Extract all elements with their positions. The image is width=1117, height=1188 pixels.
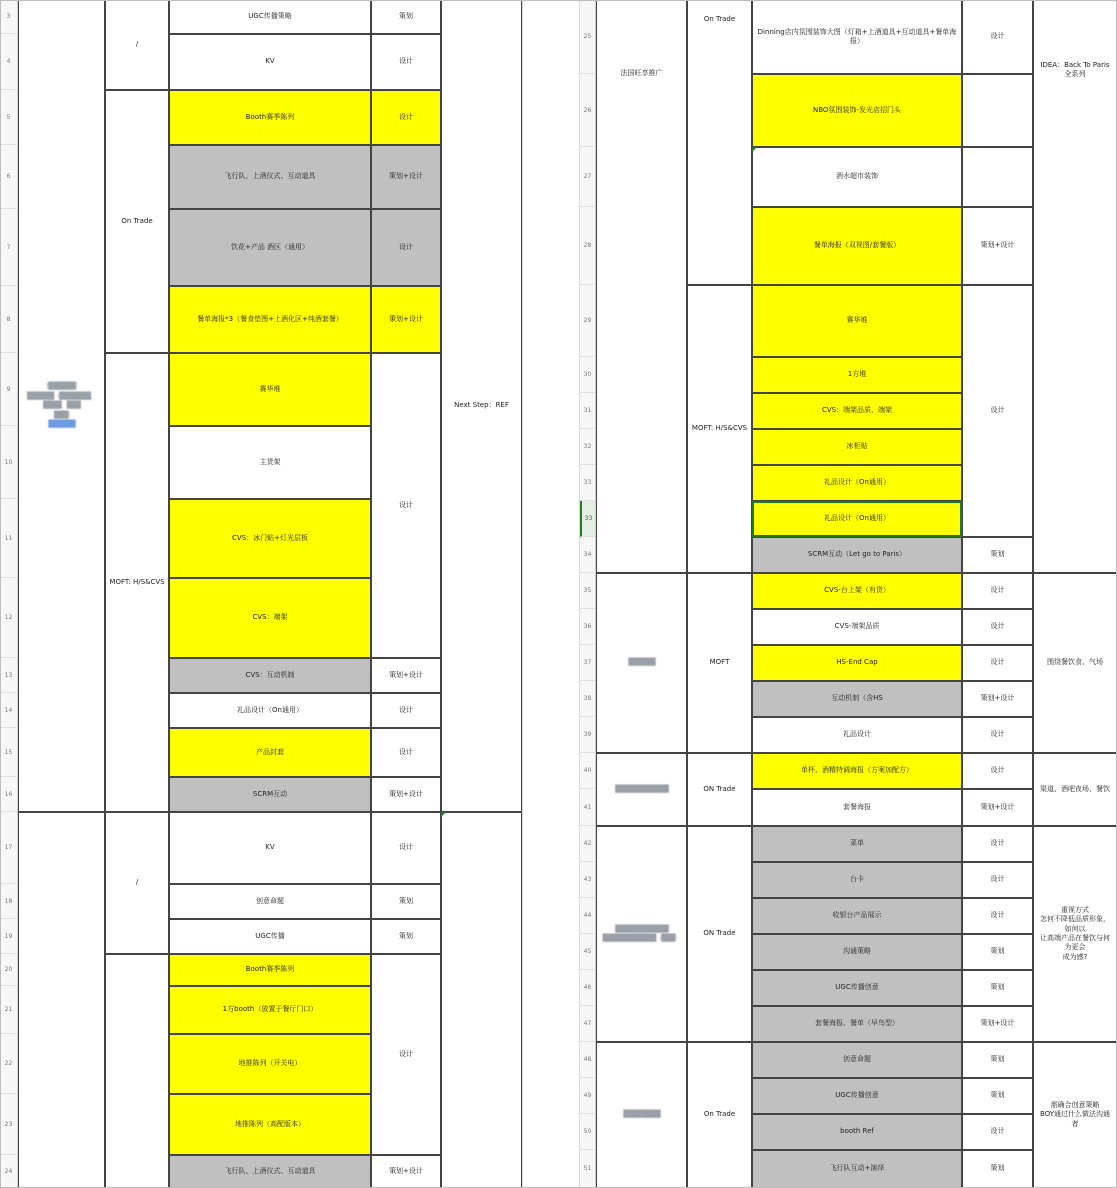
comment-indicator[interactable]: [441, 812, 446, 817]
task-item-cell[interactable]: 赛华堆: [169, 353, 371, 426]
group-label: ████ ████: [623, 1110, 660, 1119]
subgroup-cell-on-trade[interactable]: On Trade: [687, 0, 752, 285]
task-type-cell[interactable]: 策划+设计: [962, 789, 1033, 826]
task-item-cell[interactable]: 礼品设计（On通用）: [752, 465, 962, 501]
task-type-cell[interactable]: 策划+设计: [962, 681, 1033, 717]
row-header[interactable]: 44: [580, 898, 596, 934]
task-item-cell[interactable]: NBO氛围装饰-发光店招门头: [752, 74, 962, 147]
task-item-cell[interactable]: 礼品设计（On通用）: [169, 693, 371, 728]
subgroup-cell-moft[interactable]: MOFT: H/S&CVS: [687, 285, 752, 573]
task-item-cell[interactable]: Dinning店内氛围装饰大图（灯箱+上酒道具+互动道具+餐单海报）: [752, 0, 962, 74]
row-header[interactable]: 30: [580, 357, 596, 393]
task-type-cell[interactable]: 设计: [371, 34, 441, 90]
subgroup-cell-on-trade[interactable]: ON Trade: [687, 753, 752, 826]
task-item-cell[interactable]: 套餐海报: [752, 789, 962, 826]
row-header[interactable]: 45: [580, 934, 596, 970]
note-cell-next-step[interactable]: Next Step：REF: [441, 0, 522, 812]
row-header[interactable]: 46: [580, 970, 596, 1006]
task-item-cell[interactable]: 套餐海报、餐单（早鸟型）: [752, 1006, 962, 1042]
row-header[interactable]: 20: [0, 954, 18, 986]
task-item-cell[interactable]: 飞行队、上酒仪式、互动道具: [169, 1155, 371, 1188]
task-item-cell[interactable]: UGC传播: [169, 919, 371, 954]
panel-divider: [522, 0, 580, 1188]
task-item-cell[interactable]: 赛华堆: [752, 285, 962, 357]
task-type-cell[interactable]: 策划: [962, 970, 1033, 1006]
task-type-cell[interactable]: 设计: [962, 1114, 1033, 1150]
task-item-cell[interactable]: 主货架: [169, 426, 371, 499]
task-type-cell[interactable]: 设计: [962, 0, 1033, 74]
group-label: ████████████（███）: [602, 934, 681, 942]
task-item-cell[interactable]: HS-End Cap: [752, 645, 962, 681]
task-type-cell[interactable]: 设计: [962, 645, 1033, 681]
row-header[interactable]: 9: [0, 353, 18, 426]
row-header[interactable]: 21: [0, 986, 18, 1034]
note-cell-empty[interactable]: [441, 812, 522, 1188]
subgroup-cell-on-trade[interactable]: ON Trade: [687, 826, 752, 1042]
subgroup-cell-on-trade[interactable]: On Trade: [687, 1042, 752, 1188]
task-item-cell[interactable]: CVS：互动机制: [169, 658, 371, 693]
task-type-cell[interactable]: 策划: [962, 537, 1033, 573]
row-header[interactable]: 31: [580, 393, 596, 429]
row-header[interactable]: 13: [0, 658, 18, 693]
task-item-cell[interactable]: 冰柜贴: [752, 429, 962, 465]
note-cell[interactable]: 渠道、酒吧夜场、餐饮: [1033, 753, 1117, 826]
task-type-cell[interactable]: 策划+设计: [371, 1155, 441, 1188]
task-type-cell[interactable]: 策划+设计: [371, 145, 441, 209]
note-cell-idea[interactable]: IDEA：Back To Paris 全系列: [1033, 0, 1117, 573]
subgroup-cell-slash[interactable]: /: [105, 812, 169, 954]
row-header[interactable]: 39: [580, 717, 596, 753]
note-cell[interactable]: 围绕餐饮食、气场: [1033, 573, 1117, 753]
row-header[interactable]: 7: [0, 209, 18, 286]
task-type-cell[interactable]: 设计: [962, 862, 1033, 898]
comment-indicator[interactable]: [752, 147, 757, 152]
row-header[interactable]: 8: [0, 286, 18, 353]
subgroup-cell-on-trade[interactable]: On Trade: [105, 90, 169, 353]
task-item-cell[interactable]: CVS-端架品质: [752, 609, 962, 645]
task-type-cell[interactable]: 策划+设计: [371, 777, 441, 812]
row-header[interactable]: 17: [0, 812, 18, 884]
group-cell-blurred[interactable]: [18, 0, 105, 812]
row-header[interactable]: 25: [580, 0, 596, 74]
task-item-cell[interactable]: 饮花+产品 酒区（通用）: [169, 209, 371, 286]
task-type-cell[interactable]: 设计: [962, 609, 1033, 645]
task-item-cell[interactable]: 地推陈列（高配版本）: [169, 1094, 371, 1155]
task-item-cell[interactable]: 地推陈列（开关电）: [169, 1034, 371, 1094]
row-header[interactable]: 35: [580, 573, 596, 609]
task-item-cell[interactable]: CVS-台上架（有货）: [752, 573, 962, 609]
row-header[interactable]: 18: [0, 884, 18, 919]
group-cell-blurred[interactable]: [596, 573, 687, 753]
note-cell[interactable]: 重视方式 怎何不降低品质形象，如何以 让高端产品在餐饮与何为更会 成为感?: [1033, 826, 1117, 1042]
task-type-cell[interactable]: 设计: [962, 898, 1033, 934]
task-item-cell[interactable]: SCRM互动: [169, 777, 371, 812]
row-header[interactable]: 47: [580, 1006, 596, 1042]
row-header[interactable]: 11: [0, 499, 18, 578]
row-header[interactable]: 42: [580, 826, 596, 862]
task-type-cell[interactable]: 设计: [962, 753, 1033, 789]
row-header[interactable]: 38: [580, 681, 596, 717]
task-type-cell[interactable]: 策划+设计: [962, 207, 1033, 285]
group-label: ████████████: [615, 784, 668, 793]
group-cell-blurred[interactable]: [596, 1042, 687, 1188]
group-cell-blurred[interactable]: [596, 753, 687, 826]
task-type-cell[interactable]: 设计: [962, 573, 1033, 609]
row-header[interactable]: 14: [0, 693, 18, 728]
row-header[interactable]: 51: [580, 1150, 596, 1188]
row-header[interactable]: 49: [580, 1078, 596, 1114]
row-header[interactable]: 10: [0, 426, 18, 499]
row-header[interactable]: 37: [580, 645, 596, 681]
row-header[interactable]: 34: [580, 537, 596, 573]
spreadsheet-left-panel: [0, 0, 522, 1188]
spreadsheet-right-panel: [580, 0, 1117, 1188]
row-header[interactable]: 28: [580, 207, 596, 285]
row-header[interactable]: 33: [580, 501, 596, 537]
task-type-cell[interactable]: 策划: [962, 1042, 1033, 1078]
row-header[interactable]: 6: [0, 145, 18, 209]
group-cell-empty[interactable]: [18, 812, 105, 1188]
task-type-cell[interactable]: 设计: [371, 353, 441, 658]
row-header[interactable]: 4: [0, 34, 18, 90]
task-item-cell[interactable]: KV: [169, 812, 371, 884]
task-type-cell[interactable]: 策划: [962, 1150, 1033, 1188]
task-type-cell[interactable]: 设计: [962, 717, 1033, 753]
row-header[interactable]: 12: [0, 578, 18, 658]
row-header[interactable]: 36: [580, 609, 596, 645]
task-item-cell[interactable]: 飞行队互动+演绎: [752, 1150, 962, 1188]
task-item-cell[interactable]: 飞行队、上酒仪式、互动道具: [169, 145, 371, 209]
task-type-cell[interactable]: 策划+设计: [371, 658, 441, 693]
row-header[interactable]: 24: [0, 1155, 18, 1188]
task-item-cell[interactable]: 创意命题: [169, 884, 371, 919]
task-item-cell[interactable]: 1方booth（放置于餐厅门口）: [169, 986, 371, 1034]
task-item-cell[interactable]: KV: [169, 34, 371, 90]
task-item-cell[interactable]: 菜单: [752, 826, 962, 862]
task-type-cell[interactable]: 策划+设计: [962, 1006, 1033, 1042]
row-header[interactable]: 27: [580, 147, 596, 207]
row-header[interactable]: 50: [580, 1114, 596, 1150]
task-type-cell[interactable]: 策划: [962, 934, 1033, 970]
subgroup-cell-moft[interactable]: MOFT: [687, 573, 752, 753]
task-type-cell[interactable]: 策划: [962, 1078, 1033, 1114]
task-item-cell[interactable]: 创意命题: [752, 1042, 962, 1078]
task-type-cell[interactable]: 策划: [371, 0, 441, 34]
blurred-group-link: ██████: [48, 420, 75, 429]
task-type-cell[interactable]: 设计: [371, 90, 441, 145]
task-item-cell[interactable]: 酒水超市装饰: [752, 147, 962, 207]
task-type-cell[interactable]: [962, 147, 1033, 207]
task-item-cell[interactable]: 单杯、酒精特调海报（方案加配方）: [752, 753, 962, 789]
subgroup-cell-moft[interactable]: MOFT: H/S&CVS: [105, 353, 169, 812]
task-item-cell[interactable]: 餐单海报（双视图/套餐版）: [752, 207, 962, 285]
task-item-cell[interactable]: CVS：端架品质、端架: [752, 393, 962, 429]
task-item-cell[interactable]: UGC传播策略: [169, 0, 371, 34]
row-header[interactable]: 41: [580, 789, 596, 826]
row-header[interactable]: 22: [0, 1034, 18, 1094]
task-item-cell[interactable]: UGC传播创意: [752, 1078, 962, 1114]
blurred-group-label: [██████] ██████（███████、████、███ ███]: [27, 382, 96, 419]
task-item-cell[interactable]: 收银台产品展示: [752, 898, 962, 934]
group-label: ████████████: [615, 924, 668, 933]
note-cell[interactable]: 需确合创意策略 BOY通过什么做法沟通者: [1033, 1042, 1117, 1188]
task-item-cell[interactable]: CVS：冰门贴+灯光层板: [169, 499, 371, 578]
task-item-cell[interactable]: 沟通策略: [752, 934, 962, 970]
task-type-cell[interactable]: 设计: [962, 826, 1033, 862]
task-item-cell[interactable]: 台卡: [752, 862, 962, 898]
row-header[interactable]: 26: [580, 74, 596, 147]
group-label: ██████: [628, 658, 655, 667]
task-type-cell[interactable]: 设计: [371, 693, 441, 728]
task-item-cell[interactable]: Booth赛季陈列: [169, 954, 371, 986]
subgroup-cell-slash[interactable]: /: [105, 0, 169, 90]
task-item-cell[interactable]: 餐单海报*3（餐食垫图+上酒化区+纯酒套餐）: [169, 286, 371, 353]
task-item-cell[interactable]: 礼品设计（On通用）: [752, 501, 962, 537]
task-item-cell[interactable]: 礼品设计: [752, 717, 962, 753]
row-header[interactable]: 16: [0, 777, 18, 812]
task-item-cell[interactable]: 1方堆: [752, 357, 962, 393]
row-header[interactable]: 19: [0, 919, 18, 954]
task-type-cell[interactable]: 设计: [371, 209, 441, 286]
task-type-cell[interactable]: 策划: [371, 884, 441, 919]
subgroup-cell-empty[interactable]: [105, 954, 169, 1188]
row-header[interactable]: 23: [0, 1094, 18, 1155]
row-header[interactable]: 48: [580, 1042, 596, 1078]
task-item-cell[interactable]: 产品封套: [169, 728, 371, 777]
task-type-cell[interactable]: 设计: [371, 812, 441, 884]
task-type-cell[interactable]: [962, 74, 1033, 147]
row-header[interactable]: 40: [580, 753, 596, 789]
group-cell-paris[interactable]: [596, 0, 687, 573]
row-header[interactable]: 15: [0, 728, 18, 777]
task-item-cell[interactable]: booth Ref: [752, 1114, 962, 1150]
group-cell-blurred[interactable]: [596, 826, 687, 1042]
task-item-cell[interactable]: SCRM互动（Let go to Paris）: [752, 537, 962, 573]
row-header[interactable]: 32: [580, 429, 596, 465]
row-header[interactable]: 5: [0, 90, 18, 145]
task-type-cell[interactable]: 策划+设计: [371, 286, 441, 353]
row-header[interactable]: 43: [580, 862, 596, 898]
task-item-cell[interactable]: UGC传播创意: [752, 970, 962, 1006]
task-type-cell[interactable]: 策划: [371, 919, 441, 954]
row-header[interactable]: 29: [580, 285, 596, 357]
group-label: 法国旺享推广: [620, 69, 663, 77]
task-item-cell[interactable]: Booth赛季陈列: [169, 90, 371, 145]
task-item-cell[interactable]: CVS：端架: [169, 578, 371, 658]
task-type-cell[interactable]: 设计: [371, 954, 441, 1155]
task-type-cell[interactable]: 设计: [962, 285, 1033, 537]
row-header[interactable]: 3: [0, 0, 18, 34]
task-item-cell[interactable]: 互动机制（含HS: [752, 681, 962, 717]
task-type-cell[interactable]: 设计: [371, 728, 441, 777]
row-header[interactable]: 33: [580, 465, 596, 501]
